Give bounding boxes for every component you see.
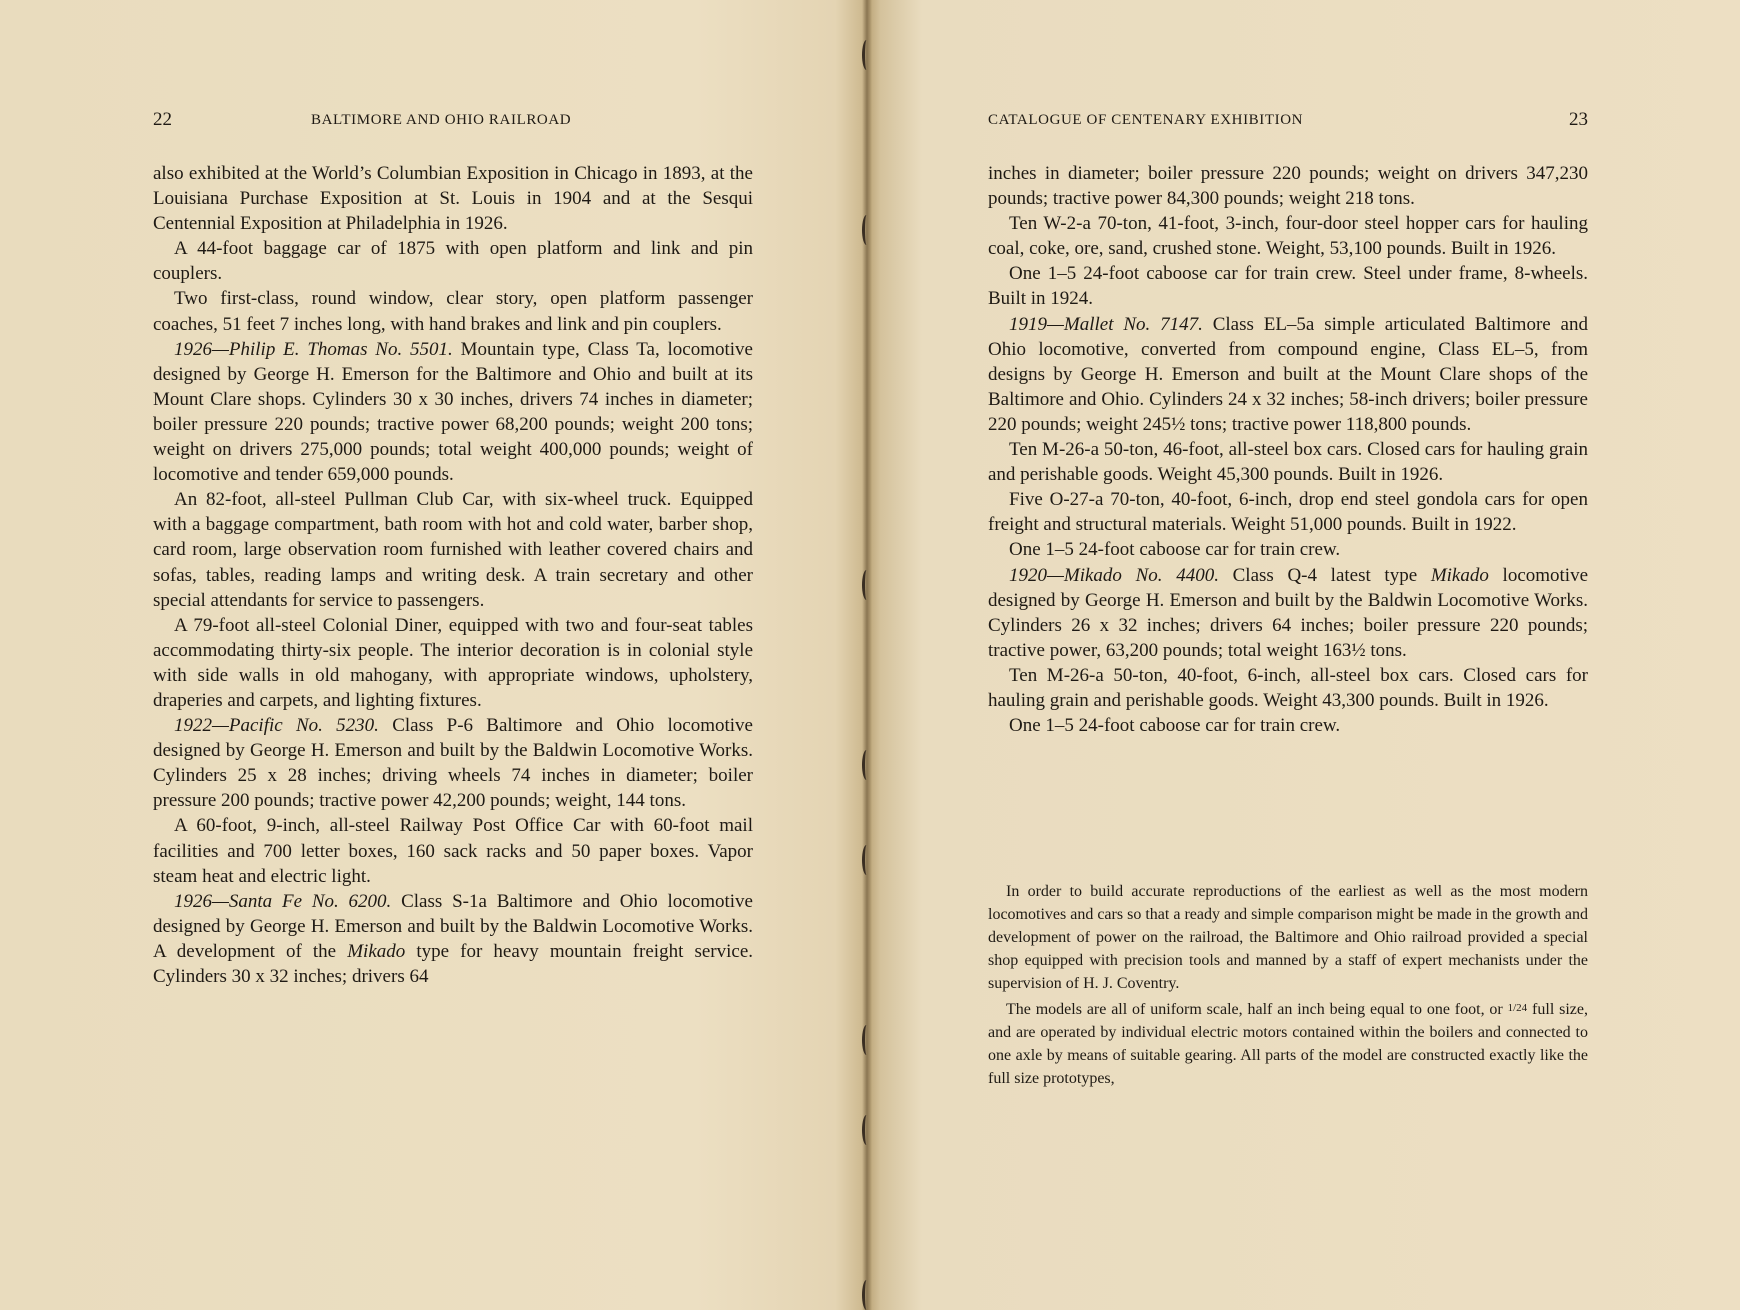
paragraph <box>988 713 1588 738</box>
paragraph-text: Ten M-26-a 50-ton, 46-foot, all-steel box cars. Closed cars for hauling grain and perishable goods. Weight 45,300 pounds. Built in 1926. <box>988 439 1588 486</box>
paragraph <box>153 286 753 336</box>
paragraph-text: Five O-27-a 70-ton, 40-foot, 6-inch, drop end steel gondola cars for open freight and structural materials. Weight 51,000 pounds. Built in 1922. <box>988 489 1588 536</box>
paragraph-text: full size, and are operated by individual electric motors contained within the boilers and connected to one axle by means of suitable gearing. All parts of the model are constructed exactly like the full size prototypes, <box>988 1001 1589 1087</box>
page-number: 23 <box>1569 109 1588 130</box>
paragraph <box>988 261 1588 311</box>
paragraph-text: Class EL–5a simple articulated Baltimore and Ohio locomotive, converted from compound engine, Class EL–5, from designs by George H. Emerson and built at the Mount Clare shops of the Baltimore and Ohio. Cylinders 24 x 32 inches; 58-inch drivers; boiler pressure 220 pounds; weight 245 <box>988 313 1588 435</box>
paragraph <box>988 312 1588 437</box>
paragraph-text: locomotive designed by George H. Emerson and built by the Baldwin Locomotive Works. Cylinders 26 x 32 inches; drivers 64 inches; boiler pressure 220 pounds; tractive power, 63,200 pounds; total weight 163 <box>988 564 1589 661</box>
fraction: ½ <box>1171 413 1186 435</box>
paragraph <box>153 161 753 236</box>
paragraph-text: An 82-foot, all-steel Pullman Club Car, with six-wheel truck. Equipped with a baggage compartment, bath room with hot and cold water, barber shop, card room, large observation room furnished with leather covered chairs and sofas, tables, reading lamps and writing desk. A train secretary and other special attendants for service to passengers. <box>153 489 753 611</box>
paragraph-text: One 1–5 24-foot caboose car for train crew. <box>1009 715 1341 737</box>
paragraph <box>153 889 753 989</box>
right-body-text <box>988 161 1588 738</box>
paragraph <box>988 211 1588 261</box>
paragraph-text: Two first-class, round window, clear story, open platform passenger coaches, 51 feet 7 inches long, with hand brakes and link and pin couplers. <box>153 288 753 335</box>
paragraph <box>988 663 1588 713</box>
paragraph-text: In order to build accurate reproductions of the earliest as well as the most modern locomotives and cars so that a ready and simple comparison might be made in the growth and development of power on the railroad, the Baltimore and Ohio railroad provided a special shop equipped with precision tools and manned by a staff of expert mechanists under the supervision of H. J. Coventry. <box>988 883 1588 992</box>
paragraph-text: also exhibited at the World’s Columbian Exposition in Chicago in 1893, at the Louisiana Purchase Exposition at St. Louis in 1904 and at the Sesqui Centennial Exposition at Philadelphia in 1926. <box>153 163 753 235</box>
paragraph-text: One 1–5 24-foot caboose car for train crew. Steel under frame, 8-wheels. Built in 1924. <box>988 263 1588 310</box>
paragraph-text: Class Q-4 latest type <box>1218 564 1431 586</box>
entry-heading: 1922—Pacific No. 5230. <box>174 715 379 737</box>
paragraph <box>153 813 753 888</box>
paragraph-text: A 60-foot, 9-inch, all-steel Railway Post Office Car with 60-foot mail facilities and 700 letter boxes, 160 sack racks and 50 paper boxes. Vapor steam heat and electric light. <box>153 815 753 887</box>
paragraph <box>988 997 1588 1090</box>
left-body-text <box>153 161 753 989</box>
paragraph-text: tons. <box>1365 639 1407 661</box>
paragraph-text: tons; tractive power 118,800 pounds. <box>1185 413 1472 435</box>
paragraph <box>153 487 753 612</box>
paragraph <box>988 537 1588 562</box>
paragraph-text: Ten W-2-a 70-ton, 41-foot, 3-inch, four-door steel hopper cars for hauling coal, coke, ore, sand, crushed stone. Weight, 53,100 pounds. Built in 1926. <box>988 213 1588 260</box>
paragraph <box>988 487 1588 537</box>
paragraph <box>988 161 1588 211</box>
paragraph <box>153 713 753 813</box>
paragraph <box>153 613 753 713</box>
paragraph-text: type for heavy mountain freight service. Cylinders 30 x 32 inches; drivers 64 <box>153 940 753 987</box>
paragraph-text: Ten M-26-a 50-ton, 40-foot, 6-inch, all-steel box cars. Closed cars for hauling grain and perishable goods. Weight 43,300 pounds. Built in 1926. <box>988 664 1588 711</box>
right-page-header <box>988 109 1588 140</box>
paragraph-text: Mountain type, Class Ta, locomotive designed by George H. Emerson for the Baltimore and Ohio and built at its Mount Clare shops. Cylinders 30 x 30 inches, drivers 74 inches in diameter; boiler pressure 220 pounds; tractive power 68,200 pounds; weight 200 tons; weight on drivers 275,000 pounds; total weight 400,000 pounds; weight of locomotive and tender 659,000 pounds. <box>153 338 753 486</box>
right-page <box>874 0 1740 1310</box>
paragraph <box>153 236 753 286</box>
paragraph <box>153 337 753 488</box>
fraction: ½ <box>1351 639 1366 661</box>
entry-heading: 1919—Mallet No. 7147. <box>1009 313 1203 335</box>
paragraph-text: Class P-6 Baltimore and Ohio locomotive designed by George H. Emerson and built by the Baldwin Locomotive Works. Cylinders 25 x 28 inches; driving wheels 74 inches in diameter; boiler pressure 200 pounds; tractive power 42,200 pounds; weight, 144 tons. <box>153 715 753 812</box>
running-head: BALTIMORE AND OHIO RAILROAD <box>311 112 572 128</box>
paragraph-text: inches in diameter; boiler pressure 220 pounds; weight on drivers 347,230 pounds; tractive power 84,300 pounds; weight 218 tons. <box>988 163 1588 210</box>
page-number: 22 <box>153 109 172 130</box>
italic-term: Mikado <box>347 940 406 962</box>
fraction: 1/24 <box>1507 1002 1528 1014</box>
entry-heading: 1920—Mikado No. 4400. <box>1009 564 1219 586</box>
paragraph-text: A 44-foot baggage car of 1875 with open platform and link and pin couplers. <box>153 238 753 285</box>
italic-term: Mikado <box>1430 564 1489 586</box>
paragraph-text: One 1–5 24-foot caboose car for train crew. <box>1009 539 1341 561</box>
paragraph-text: The models are all of uniform scale, half an inch being equal to one foot, or <box>1006 1001 1508 1018</box>
entry-heading: 1926—Philip E. Thomas No. 5501. <box>174 338 453 360</box>
left-page <box>0 0 866 1310</box>
small-print-section <box>988 880 1588 1090</box>
paragraph <box>988 880 1588 995</box>
entry-heading: 1926—Santa Fe No. 6200. <box>174 890 392 912</box>
left-page-header <box>153 109 753 140</box>
paragraph <box>988 563 1588 663</box>
running-head: CATALOGUE OF CENTENARY EXHIBITION <box>988 112 1304 128</box>
paragraph <box>988 437 1588 487</box>
paragraph-text: Class S-1a Baltimore and Ohio locomotive designed by George H. Emerson and built by the Baldwin Locomotive Works. A development of the <box>153 890 753 962</box>
paragraph-text: A 79-foot all-steel Colonial Diner, equipped with two and four-seat tables accommodating thirty-six people. The interior decoration is in colonial style with side walls in old mahogany, with appropriate windows, upholstery, draperies and carpets, and lighting fixtures. <box>153 614 753 711</box>
